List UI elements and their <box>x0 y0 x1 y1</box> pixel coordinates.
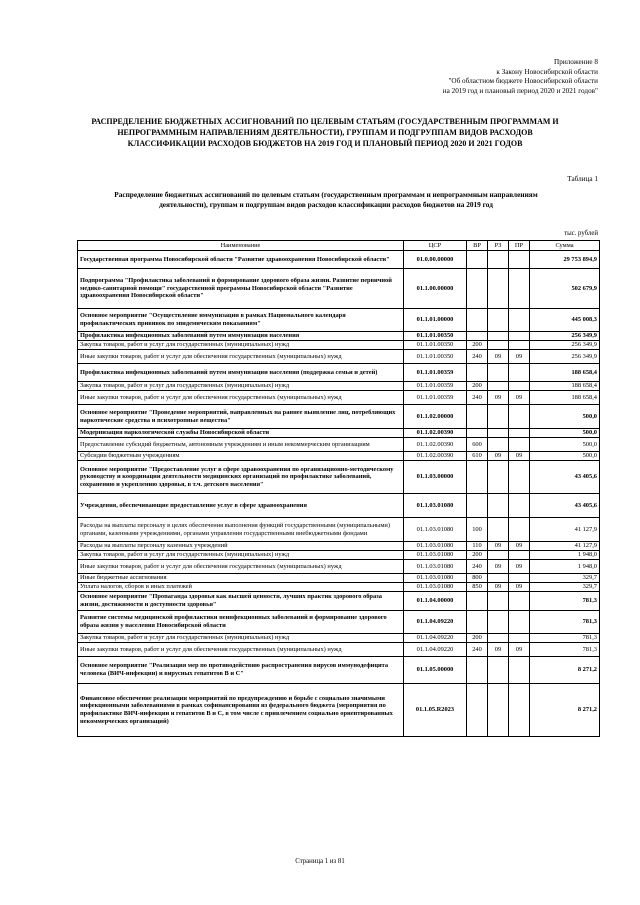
cell-pr <box>509 341 530 350</box>
cell-name: Государственная программа Новосибирской области "Развитие здравоохранения Новосибирской области" <box>78 251 404 269</box>
cell-name: Субсидии бюджетным учреждениям <box>78 452 404 461</box>
cell-vr: 200 <box>467 341 488 350</box>
cell-vr: 200 <box>467 551 488 560</box>
header-csr: ЦСР <box>404 241 467 251</box>
cell-csr: 01.1.02.00390 <box>404 438 467 452</box>
header-pr: ПР <box>509 241 530 251</box>
cell-sum: 188 658,4 <box>530 391 600 405</box>
cell-vr <box>467 405 488 429</box>
cell-sum: 1 948,0 <box>530 560 600 574</box>
cell-rz <box>488 518 509 542</box>
cell-csr: 01.1.03.01080 <box>404 583 467 592</box>
table-row <box>78 350 600 364</box>
header-name: Наименование <box>78 241 404 251</box>
cell-rz <box>488 309 509 332</box>
cell-vr: 240 <box>467 643 488 657</box>
table-row <box>78 405 600 429</box>
header-rz: РЗ <box>488 241 509 251</box>
cell-rz: 09 <box>488 560 509 574</box>
cell-vr: 600 <box>467 438 488 452</box>
cell-name: Закупка товаров, работ и услуг для государственных (муниципальных) нужд <box>78 634 404 643</box>
cell-rz <box>488 382 509 391</box>
cell-csr: 01.1.00.00000 <box>404 269 467 309</box>
cell-pr <box>509 251 530 269</box>
table-row <box>78 634 600 643</box>
cell-rz <box>488 364 509 382</box>
cell-sum: 41 127,9 <box>530 518 600 542</box>
cell-sum: 188 658,4 <box>530 364 600 382</box>
cell-sum: 188 658,4 <box>530 382 600 391</box>
table-row <box>78 269 600 309</box>
cell-rz <box>488 461 509 494</box>
cell-rz <box>488 341 509 350</box>
table-row <box>78 684 600 737</box>
cell-sum: 500,0 <box>530 452 600 461</box>
cell-sum: 1 948,0 <box>530 551 600 560</box>
cell-name: Уплата налогов, сборов и иных платежей <box>78 583 404 592</box>
cell-pr <box>509 382 530 391</box>
cell-rz <box>488 657 509 684</box>
cell-vr <box>467 269 488 309</box>
cell-pr: 09 <box>509 391 530 405</box>
cell-csr: 01.1.01.00350 <box>404 341 467 350</box>
table-subtitle: Распределение бюджетных ассигнований по целевым статьям (государственным программам и непрограммным направлениям деятельности), группам и подгруппам видов расходов классификации расходов бюджетов на 2019 год <box>114 190 538 209</box>
cell-pr <box>509 309 530 332</box>
cell-name: Предоставление субсидий бюджетным, автономным учреждениям и иным некоммерческим организациям <box>78 438 404 452</box>
cell-sum: 43 405,6 <box>530 461 600 494</box>
cell-pr <box>509 592 530 611</box>
table-row <box>78 551 600 560</box>
cell-csr: 01.1.02.00000 <box>404 405 467 429</box>
appendix-note <box>298 58 598 96</box>
cell-rz: 09 <box>488 643 509 657</box>
cell-name: Профилактика инфекционных заболеваний путем иммунизации населения <box>78 332 404 341</box>
cell-pr <box>509 494 530 518</box>
cell-vr: 240 <box>467 391 488 405</box>
cell-name: Закупка товаров, работ и услуг для государственных (муниципальных) нужд <box>78 551 404 560</box>
table-row <box>78 643 600 657</box>
budget-table <box>77 240 600 737</box>
cell-pr: 09 <box>509 643 530 657</box>
cell-rz: 09 <box>488 583 509 592</box>
table-row <box>78 251 600 269</box>
table-header-row <box>78 241 600 251</box>
cell-vr <box>467 309 488 332</box>
cell-sum: 41 127,9 <box>530 542 600 551</box>
cell-rz: 09 <box>488 391 509 405</box>
cell-name: Расходы на выплаты персоналу казенных учреждений <box>78 542 404 551</box>
cell-rz <box>488 405 509 429</box>
cell-vr <box>467 429 488 438</box>
cell-vr: 850 <box>467 583 488 592</box>
units-label: тыс. рублей <box>564 230 598 237</box>
cell-vr: 240 <box>467 560 488 574</box>
table-row <box>78 452 600 461</box>
cell-vr: 100 <box>467 518 488 542</box>
table-row <box>78 611 600 634</box>
cell-sum: 329,7 <box>530 583 600 592</box>
cell-name: Модернизация наркологической службы Новосибирской области <box>78 429 404 438</box>
cell-csr: 01.1.03.01080 <box>404 542 467 551</box>
cell-vr <box>467 251 488 269</box>
cell-sum: 502 679,9 <box>530 269 600 309</box>
cell-sum: 43 405,6 <box>530 494 600 518</box>
cell-sum: 445 008,3 <box>530 309 600 332</box>
cell-rz <box>488 429 509 438</box>
table-row <box>78 429 600 438</box>
cell-csr: 01.1.01.00359 <box>404 391 467 405</box>
cell-csr: 01.1.01.00350 <box>404 350 467 364</box>
cell-pr <box>509 438 530 452</box>
cell-csr: 01.1.01.00359 <box>404 382 467 391</box>
cell-csr: 01.1.01.00350 <box>404 332 467 341</box>
cell-name: Финансовое обеспечение реализации мероприятий по предупреждению и борьбе с социально значимыми инфекционными заболеваниями в рамках софинансирования из федерального бюджета (мероприятия по профилактике ВИЧ-инфекции и гепатитов В и С, в том числе с привлечением социально ориентированных некоммерческих организаций) <box>78 684 404 737</box>
cell-vr <box>467 494 488 518</box>
cell-csr: 01.0.00.00000 <box>404 251 467 269</box>
cell-pr <box>509 461 530 494</box>
cell-sum: 256 349,9 <box>530 350 600 364</box>
cell-name: Иные закупки товаров, работ и услуг для обеспечения государственных (муниципальных) нужд <box>78 643 404 657</box>
header-vr: ВР <box>467 241 488 251</box>
cell-vr <box>467 332 488 341</box>
appendix-line-1: Приложение 8 <box>554 58 598 66</box>
cell-vr: 200 <box>467 634 488 643</box>
cell-sum: 8 271,2 <box>530 684 600 737</box>
cell-pr <box>509 551 530 560</box>
cell-name: Учреждения, обеспечивающие предоставление услуг в сфере здравоохранения <box>78 494 404 518</box>
document-title: РАСПРЕДЕЛЕНИЕ БЮДЖЕТНЫХ АССИГНОВАНИЙ ПО ЦЕЛЕВЫМ СТАТЬЯМ (ГОСУДАРСТВЕННЫМ ПРОГРАММАМ И НЕПРОГРАММНЫМ НАПРАВЛЕНИЯМ ДЕЯТЕЛЬНОСТИ), ГРУППАМ И ПОДГРУППАМ ВИДОВ РАСХОДОВ КЛАССИФИКАЦИИ РАСХОДОВ БЮДЖЕТОВ НА 2019 ГОД И ПЛАНОВЫЙ ПЕРИОД 2020 И 2021 ГОДОВ <box>91 117 559 148</box>
cell-name: Развитие системы медицинской профилактики неинфекционных заболеваний и формирование здорового образа жизни у населения Новосибирской области <box>78 611 404 634</box>
cell-pr <box>509 332 530 341</box>
cell-sum: 500,0 <box>530 438 600 452</box>
table-row <box>78 382 600 391</box>
cell-name: Иные закупки товаров, работ и услуг для обеспечения государственных (муниципальных) нужд <box>78 350 404 364</box>
cell-rz: 09 <box>488 452 509 461</box>
header-sum: Сумма <box>530 241 600 251</box>
cell-rz <box>488 684 509 737</box>
cell-sum: 256 349,9 <box>530 332 600 341</box>
cell-vr: 800 <box>467 574 488 583</box>
cell-csr: 01.1.05.00000 <box>404 657 467 684</box>
table-row <box>78 332 600 341</box>
cell-csr: 01.1.05.R2023 <box>404 684 467 737</box>
cell-csr: 01.1.03.01080 <box>404 560 467 574</box>
cell-pr <box>509 405 530 429</box>
cell-vr <box>467 592 488 611</box>
cell-name: Основное мероприятие "Предоставление услуг в сфере здравоохранения по организационно-методическому руководству и координации деятельности медицинских организаций по профилактике заболеваний, сохранению и укреплению здоровья, в т.ч. детского населения" <box>78 461 404 494</box>
table-body <box>78 251 600 737</box>
cell-sum: 500,0 <box>530 405 600 429</box>
cell-name: Иные закупки товаров, работ и услуг для обеспечения государственных (муниципальных) нужд <box>78 391 404 405</box>
table-label: Таблица 1 <box>567 175 598 183</box>
cell-csr: 01.1.04.09220 <box>404 643 467 657</box>
cell-name: Расходы на выплаты персоналу в целях обеспечения выполнения функций государственными (муниципальными) органами, казенными учреждениями, органами управления государственными внебюджетными фондами <box>78 518 404 542</box>
cell-pr <box>509 634 530 643</box>
cell-vr: 610 <box>467 452 488 461</box>
cell-rz <box>488 592 509 611</box>
cell-name: Иные бюджетные ассигнования <box>78 574 404 583</box>
cell-rz <box>488 494 509 518</box>
cell-csr: 01.1.03.01080 <box>404 518 467 542</box>
appendix-line-3: "Об областном бюджете Новосибирской области <box>448 77 598 85</box>
cell-csr: 01.1.03.00000 <box>404 461 467 494</box>
cell-sum: 781,3 <box>530 611 600 634</box>
cell-name: Профилактика инфекционных заболеваний путем иммунизации населения (поддержка семьи и детей) <box>78 364 404 382</box>
cell-rz <box>488 551 509 560</box>
cell-vr <box>467 684 488 737</box>
cell-csr: 01.1.01.00359 <box>404 364 467 382</box>
table-row <box>78 391 600 405</box>
cell-name: Основное мероприятие "Проведение мероприятий, направленных на раннее выявление лиц, потребляющих наркотические средства и психотропные вещества" <box>78 405 404 429</box>
cell-pr <box>509 611 530 634</box>
cell-csr: 01.1.02.00390 <box>404 429 467 438</box>
cell-rz <box>488 611 509 634</box>
table-row <box>78 657 600 684</box>
cell-pr: 09 <box>509 350 530 364</box>
cell-csr: 01.1.01.00000 <box>404 309 467 332</box>
cell-rz: 09 <box>488 542 509 551</box>
cell-vr: 200 <box>467 382 488 391</box>
cell-name: Основное мероприятие "Реализация мер по противодействию распространения вирусов иммунодефицита человека (ВИЧ-инфекции) и вирусных гепатитов В и С" <box>78 657 404 684</box>
cell-sum: 29 753 894,9 <box>530 251 600 269</box>
cell-csr: 01.1.04.09220 <box>404 611 467 634</box>
table-row <box>78 438 600 452</box>
cell-csr: 01.1.03.01080 <box>404 551 467 560</box>
cell-sum: 256 349,9 <box>530 341 600 350</box>
table-row <box>78 341 600 350</box>
cell-pr <box>509 429 530 438</box>
cell-name: Иные закупки товаров, работ и услуг для обеспечения государственных (муниципальных) нужд <box>78 560 404 574</box>
cell-vr <box>467 657 488 684</box>
cell-pr: 09 <box>509 542 530 551</box>
table-row <box>78 309 600 332</box>
cell-pr: 09 <box>509 452 530 461</box>
cell-csr: 01.1.03.01080 <box>404 494 467 518</box>
cell-name: Подпрограмма "Профилактика заболеваний и формирование здорового образа жизни. Развитие первичной медико-санитарной помощи" государственной программы Новосибирской области "Развитие здравоохранения Новосибирской области" <box>78 269 404 309</box>
cell-vr <box>467 461 488 494</box>
table-row <box>78 560 600 574</box>
cell-pr <box>509 364 530 382</box>
cell-pr <box>509 684 530 737</box>
cell-pr <box>509 518 530 542</box>
table-row <box>78 542 600 551</box>
table-row <box>78 592 600 611</box>
appendix-line-4: на 2019 год и плановый период 2020 и 2021 годов" <box>442 86 598 95</box>
cell-csr: 01.1.03.01080 <box>404 574 467 583</box>
cell-name: Закупка товаров, работ и услуг для государственных (муниципальных) нужд <box>78 382 404 391</box>
page-number: Страница 1 из 81 <box>295 858 345 865</box>
cell-pr <box>509 574 530 583</box>
cell-pr: 09 <box>509 560 530 574</box>
appendix-line-2: к Закону Новосибирской области <box>496 67 598 76</box>
cell-rz <box>488 332 509 341</box>
cell-rz: 09 <box>488 350 509 364</box>
cell-sum: 500,0 <box>530 429 600 438</box>
cell-rz <box>488 634 509 643</box>
cell-pr: 09 <box>509 583 530 592</box>
cell-csr: 01.1.04.09220 <box>404 634 467 643</box>
cell-rz <box>488 438 509 452</box>
table-row <box>78 461 600 494</box>
cell-vr <box>467 611 488 634</box>
cell-sum: 781,3 <box>530 634 600 643</box>
cell-csr: 01.1.02.00390 <box>404 452 467 461</box>
cell-rz <box>488 269 509 309</box>
cell-sum: 329,7 <box>530 574 600 583</box>
cell-vr <box>467 364 488 382</box>
cell-name: Основное мероприятие "Осуществление иммунизации в рамках Национального календаря профилактических прививок по эпидемическим показаниям" <box>78 309 404 332</box>
cell-sum: 8 271,2 <box>530 657 600 684</box>
table-row <box>78 494 600 518</box>
cell-rz <box>488 574 509 583</box>
cell-pr <box>509 657 530 684</box>
cell-name: Закупка товаров, работ и услуг для государственных (муниципальных) нужд <box>78 341 404 350</box>
cell-pr <box>509 269 530 309</box>
cell-sum: 781,3 <box>530 643 600 657</box>
cell-vr: 240 <box>467 350 488 364</box>
table-row <box>78 574 600 583</box>
cell-name: Основное мероприятие "Пропаганда здоровья как высшей ценности, лучших практик здорового образа жизни, достижимости и доступности здоровья" <box>78 592 404 611</box>
cell-vr: 110 <box>467 542 488 551</box>
cell-sum: 781,3 <box>530 592 600 611</box>
table-row <box>78 364 600 382</box>
table-row <box>78 518 600 542</box>
cell-csr: 01.1.04.00000 <box>404 592 467 611</box>
table-row <box>78 583 600 592</box>
cell-rz <box>488 251 509 269</box>
